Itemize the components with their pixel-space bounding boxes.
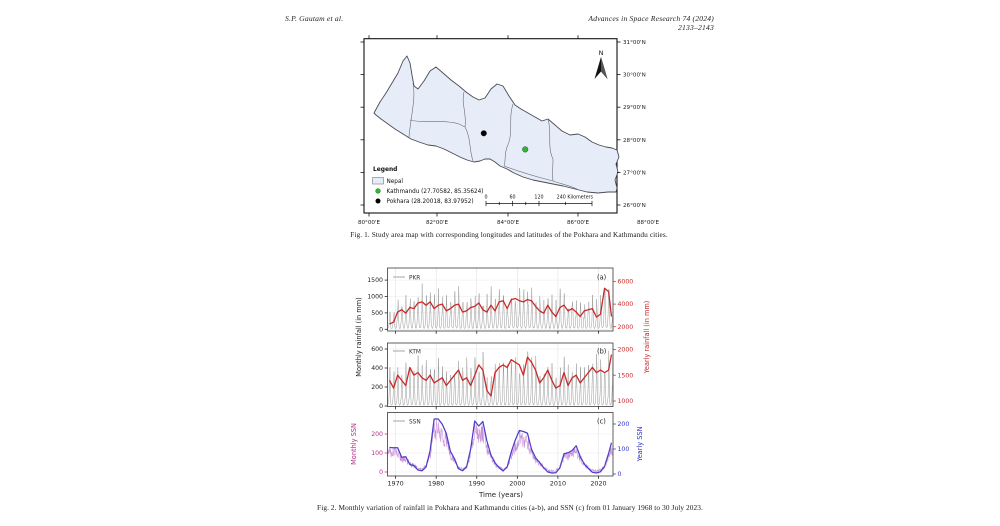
lat-label: 28°00'N — [623, 137, 646, 144]
y2-tick-label: 2000 — [617, 323, 634, 331]
panel-c-legend — [393, 418, 606, 426]
panel-b-legend — [393, 348, 606, 356]
scale-label: 0 — [484, 195, 488, 201]
scale-label: 60 — [509, 195, 516, 201]
y2-tick-label: 6000 — [617, 278, 634, 286]
monthly-ssn-series — [388, 417, 613, 472]
axis-label-time: Time (years) — [478, 491, 524, 499]
scale-label: 240 Kilometers — [556, 195, 593, 201]
y2-tick-label: 0 — [617, 471, 622, 479]
running-head-journal: Advances in Space Research 74 (2024) 2133–2143 — [588, 14, 714, 32]
rainfall-ssn-chart — [330, 260, 680, 506]
legend-label: SSN — [409, 419, 421, 426]
y-tick-label: 600 — [371, 346, 383, 354]
y-tick-label: 200 — [371, 431, 383, 439]
north-label: N — [598, 49, 604, 57]
x-tick-label: 2010 — [549, 479, 567, 488]
y2-tick-label: 4000 — [617, 301, 634, 309]
monthly-rainfall-series — [388, 283, 613, 328]
panel-tag: (b) — [597, 347, 607, 356]
figure-1-caption: Fig. 1. Study area map with corresponding longitudes and latitudes of the Pokhara and Kathmandu cities. — [350, 230, 668, 239]
y2-tick-label: 2000 — [617, 346, 634, 354]
axis-label-yearly-rainfall: Yearly rainfall (in mm) — [643, 300, 651, 374]
lon-label: 80°00'E — [357, 220, 381, 226]
legend-item-label: Nepal — [386, 179, 403, 185]
y-tick-label: 200 — [371, 384, 383, 392]
y-tick-label: 0 — [379, 469, 383, 477]
legend-item-label: Kathmandu (27.70582, 85.35624) — [386, 189, 484, 195]
y-tick-label: 0 — [379, 403, 383, 411]
axis-label-monthly-rainfall: Monthly rainfall (in mm) — [355, 297, 363, 377]
y-tick-label: 100 — [371, 450, 383, 458]
lat-label: 29°00'N — [623, 105, 646, 112]
lat-label: 26°00'N — [623, 203, 646, 209]
running-head-authors: S.P. Gautam et al. — [285, 14, 344, 23]
lat-label: 31°00'N — [623, 40, 646, 46]
scale-label: 120 — [534, 195, 544, 201]
lat-label: 27°00'N — [623, 170, 646, 177]
lon-label: 82°00'E — [425, 220, 449, 226]
legend-swatch-nepal — [373, 178, 384, 185]
axis-label-yearly-ssn: Yearly SSN — [636, 426, 644, 462]
legend-label: PKR — [409, 275, 421, 282]
y2-tick-label: 200 — [617, 421, 630, 429]
y-tick-label: 500 — [371, 310, 383, 317]
legend-swatch-dot — [376, 189, 381, 194]
yearly-ssn-series — [390, 419, 612, 473]
panel-tag: (c) — [597, 417, 606, 426]
legend-swatch-dot — [376, 199, 381, 204]
chart-generated-layer — [367, 268, 633, 488]
legend-item-label: Pokhara (28.20018, 83.97952) — [386, 199, 474, 205]
study-area-map — [340, 30, 690, 230]
axis-label-monthly-ssn: Monthly SSN — [350, 423, 358, 465]
x-tick-label: 1970 — [387, 479, 404, 488]
panel-tag: (a) — [597, 273, 607, 282]
city-marker-pokhara — [481, 130, 487, 136]
lon-label: 86°00'E — [566, 220, 590, 226]
figure-2-caption: Fig. 2. Monthly variation of rainfall in Pokhara and Kathmandu cities (a-b), and SSN (c) from 01 January 1968 to 30 July 2023. — [317, 503, 703, 512]
x-tick-label: 1990 — [468, 479, 485, 488]
y-tick-label: 1500 — [367, 277, 383, 285]
y2-tick-label: 100 — [617, 446, 630, 454]
legend-title: Legend — [373, 167, 398, 173]
x-tick-label: 2000 — [509, 479, 526, 488]
y-tick-label: 400 — [371, 365, 383, 373]
lat-label: 30°00'N — [623, 72, 646, 79]
x-tick-label: 2020 — [590, 479, 607, 488]
x-tick-label: 1980 — [428, 479, 445, 488]
y-tick-label: 1000 — [367, 293, 383, 301]
lon-label: 88°00'E — [636, 220, 660, 226]
legend-label: KTM — [409, 349, 421, 356]
y-tick-label: 0 — [379, 326, 383, 334]
yearly-rainfall-series — [390, 288, 612, 324]
lon-label: 84°00'E — [496, 220, 520, 226]
city-marker-kathmandu — [522, 147, 528, 153]
y2-tick-label: 1500 — [617, 372, 634, 380]
y2-tick-label: 1000 — [617, 398, 634, 406]
